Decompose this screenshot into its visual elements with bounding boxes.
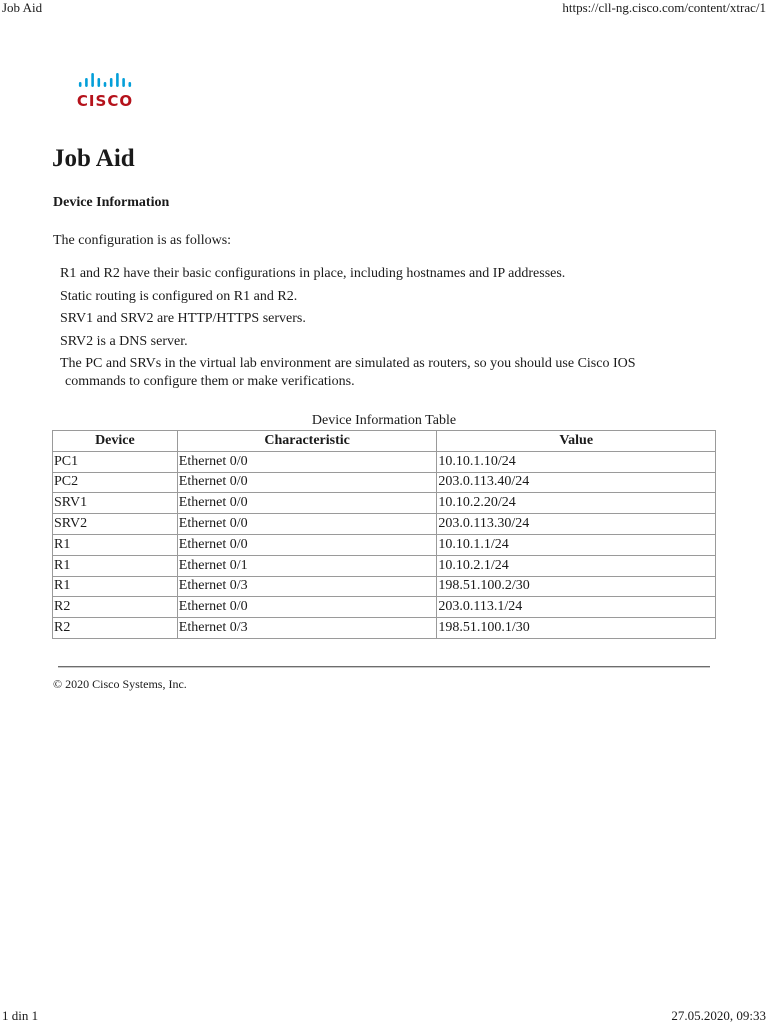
logo-bar	[79, 82, 82, 87]
column-header-characteristic: Characteristic	[177, 431, 437, 452]
cell-value: 198.51.100.1/30	[437, 618, 716, 639]
logo-bar	[110, 78, 113, 87]
cell-characteristic: Ethernet 0/3	[177, 618, 437, 639]
list-item-text: SRV2 is a DNS server.	[60, 333, 188, 349]
list-item	[60, 355, 700, 391]
page-title: Job Aid	[52, 145, 135, 172]
logo-bar	[98, 78, 101, 87]
cell-characteristic: Ethernet 0/0	[177, 534, 437, 555]
table-row	[53, 514, 716, 535]
cell-value: 10.10.1.1/24	[437, 534, 716, 555]
configuration-list	[60, 265, 700, 396]
list-item	[60, 288, 700, 306]
list-item	[60, 310, 700, 328]
table-row	[53, 472, 716, 493]
table-row	[53, 534, 716, 555]
table-row	[53, 618, 716, 639]
cell-device: R2	[53, 618, 178, 639]
cell-characteristic: Ethernet 0/0	[177, 451, 437, 472]
section-heading: Device Information	[53, 195, 170, 210]
list-item-text: R1 and R2 have their basic configurations in place, including hostnames and IP addresses.	[60, 266, 566, 281]
cell-device: PC2	[53, 472, 178, 493]
cell-characteristic: Ethernet 0/0	[177, 597, 437, 618]
cell-device: SRV2	[53, 514, 178, 535]
table-header-row	[53, 431, 716, 452]
cell-characteristic: Ethernet 0/0	[177, 493, 437, 514]
cell-value: 203.0.113.1/24	[437, 597, 716, 618]
cisco-bridge-logo-icon	[76, 70, 134, 92]
logo-bar	[129, 82, 132, 87]
cell-device: PC1	[53, 451, 178, 472]
cell-device: R1	[53, 555, 178, 576]
cell-device: SRV1	[53, 493, 178, 514]
logo-bar	[104, 82, 107, 87]
logo-bar	[85, 78, 88, 87]
cell-value: 198.51.100.2/30	[437, 576, 716, 597]
copyright-text: © 2020 Cisco Systems, Inc.	[53, 677, 187, 691]
list-item	[60, 333, 700, 351]
list-item-text: Static routing is configured on R1 and R2.	[60, 288, 298, 304]
table-caption: Device Information Table	[311, 413, 457, 428]
print-footer-page: 1 din 1	[2, 1008, 39, 1023]
horizontal-divider	[58, 666, 710, 668]
logo-bar	[116, 73, 119, 87]
logo-bar	[122, 78, 125, 87]
cell-value: 10.10.2.1/24	[437, 555, 716, 576]
cell-characteristic: Ethernet 0/0	[177, 472, 437, 493]
cell-value: 203.0.113.40/24	[437, 472, 716, 493]
list-item-text: SRV1 and SRV2 are HTTP/HTTPS servers.	[60, 311, 306, 326]
cell-characteristic: Ethernet 0/0	[177, 514, 437, 535]
device-information-table	[52, 430, 716, 639]
cisco-logo-text: CISCO	[76, 92, 134, 110]
print-footer-datetime: 27.05.2020, 09:33	[671, 1008, 766, 1023]
cell-value: 203.0.113.30/24	[437, 514, 716, 535]
intro-text: The configuration is as follows:	[53, 233, 232, 248]
table-row	[53, 493, 716, 514]
logo-bar	[91, 73, 94, 87]
table-row	[53, 576, 716, 597]
print-header-url: https://cll-ng.cisco.com/content/xtrac/1	[562, 0, 766, 15]
list-item	[60, 265, 700, 283]
print-header-title: Job Aid	[2, 0, 43, 15]
cell-value: 10.10.2.20/24	[437, 493, 716, 514]
cell-characteristic: Ethernet 0/1	[177, 555, 437, 576]
column-header-device: Device	[53, 431, 178, 452]
table-row	[53, 555, 716, 576]
cell-characteristic: Ethernet 0/3	[177, 576, 437, 597]
cisco-logo	[76, 70, 134, 110]
cell-value: 10.10.1.10/24	[437, 451, 716, 472]
cell-device: R2	[53, 597, 178, 618]
list-item-text: The PC and SRVs in the virtual lab environment are simulated as routers, so you should use Cisco IOS	[60, 356, 636, 371]
table-row	[53, 451, 716, 472]
column-header-value: Value	[437, 431, 716, 452]
cell-device: R1	[53, 534, 178, 555]
list-item-text-continued: commands to configure them or make verifications.	[65, 374, 355, 389]
table-row	[53, 597, 716, 618]
cell-device: R1	[53, 576, 178, 597]
